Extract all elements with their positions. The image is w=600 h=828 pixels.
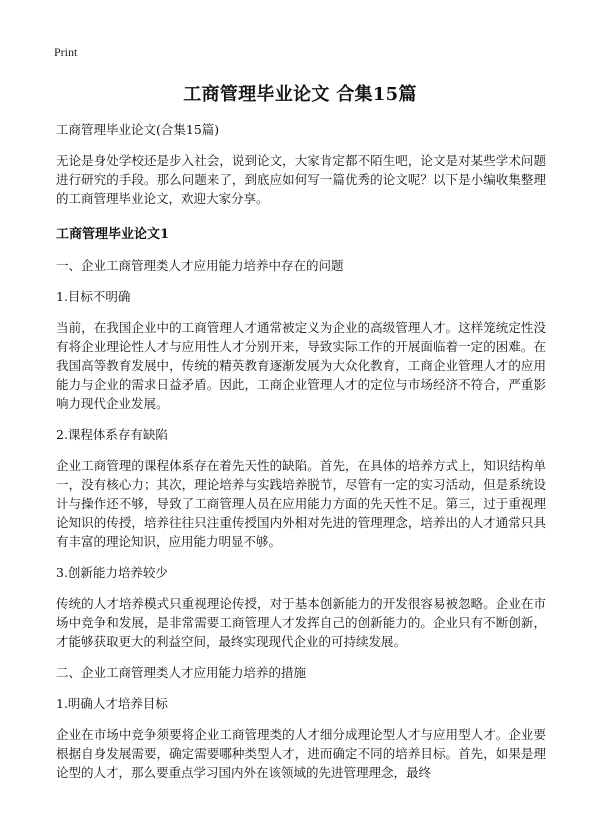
- part2-heading: 二、企业工商管理类人才应用能力培养的措施: [56, 665, 307, 680]
- paragraph-goal: 当前，在我国企业中的工商管理人才通常被定义为企业的高级管理人才。这样笼统定性没有将企业理论性人才与应用性人才分别开来，导致实际工作的开展面临着一定的困难。在我国高等教育发展中，传统的精英教育逐渐发展为大众化教育，工商企业管理人才的应用能力与企业的需求日益矛盾。因此，工商企业管理人才的定位与市场经济不符合，严重影响力现代企业发展。: [56, 320, 546, 411]
- subheading-goal: 1.目标不明确: [56, 289, 131, 304]
- part1-heading: 一、企业工商管理类人才应用能力培养中存在的问题: [56, 258, 344, 273]
- paragraph-targets: 企业在市场中竞争须要将企业工商管理类的人才细分成理论型人才与应用型人才。企业要根据自身发展需要，确定需要哪种类型人才，进而确定不同的培养目标。首先，如果是理论型的人才，那么要重点学习国内外在该领域的先进管理理念，最终: [56, 727, 546, 780]
- document-title: 工商管理毕业论文 合集15篇: [183, 84, 417, 105]
- subheading-targets: 1.明确人才培养目标: [56, 696, 168, 711]
- print-link[interactable]: Print: [54, 45, 78, 59]
- document-subtitle: 工商管理毕业论文(合集15篇): [56, 122, 220, 137]
- paragraph-curriculum: 企业工商管理的课程体系存在着先天性的缺陷。首先，在具体的培养方式上，知识结构单一，没有核心力；其次，理论培养与实践培养脱节，尽管有一定的实习活动，但是系统设计与操作还不够，导致了工商管理人员在应用能力方面的先天性不足。第三，过于重视理论知识的传授，培养往往只注重传授国内外相对先进的管理理念，培养出的人才通常只具有丰富的理论知识，应用能力明显不够。: [56, 458, 546, 549]
- section-title: 工商管理毕业论文1: [56, 227, 170, 242]
- paragraph-innovation: 传统的人才培养模式只重视理论传授，对于基本创新能力的开发很容易被忽略。企业在市场中竞争和发展，是非常需要工商管理人才发挥自己的创新能力的。企业只有不断创新，才能够获取更大的利益空间，最终实现现代企业的可持续发展。: [56, 596, 546, 649]
- intro-paragraph: 无论是身处学校还是步入社会，说到论文，大家肯定都不陌生吧，论文是对某些学术问题进行研究的手段。那么问题来了，到底应如何写一篇优秀的论文呢？以下是小编收集整理的工商管理毕业论文，欢迎大家分享。: [56, 153, 546, 206]
- subheading-innovation: 3.创新能力培养较少: [56, 565, 168, 580]
- document-body: [56, 121, 546, 782]
- subheading-curriculum: 2.课程体系存有缺陷: [56, 427, 168, 442]
